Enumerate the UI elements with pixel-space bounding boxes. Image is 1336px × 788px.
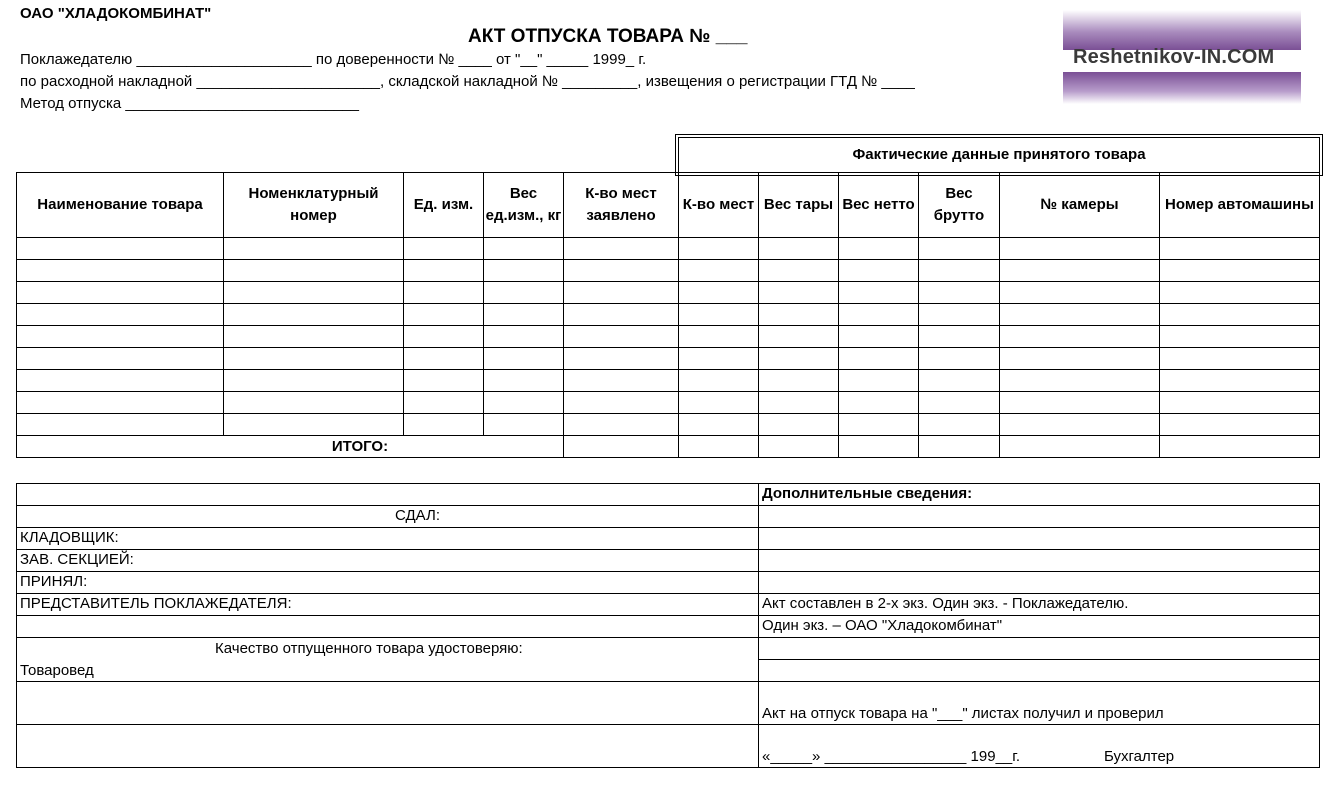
table-cell[interactable] xyxy=(679,414,759,436)
col-header: Вес ед.изм., кг xyxy=(484,173,564,238)
table-cell[interactable] xyxy=(224,392,404,414)
table-cell[interactable] xyxy=(484,414,564,436)
table-cell[interactable] xyxy=(1160,260,1320,282)
table-cell[interactable] xyxy=(759,414,839,436)
company-name: ОАО "ХЛАДОКОМБИНАТ" xyxy=(20,5,212,22)
col-header: Номенклатурный номер xyxy=(224,173,404,238)
table-cell[interactable] xyxy=(564,348,679,370)
date-line[interactable]: «_____» _________________ 199__г. xyxy=(762,748,1021,765)
table-cell[interactable] xyxy=(484,260,564,282)
table-cell[interactable] xyxy=(484,304,564,326)
table-row xyxy=(17,370,1320,392)
table-cell[interactable] xyxy=(1160,282,1320,304)
table-cell[interactable] xyxy=(404,326,484,348)
table-cell[interactable] xyxy=(919,436,1000,458)
left-cell xyxy=(17,725,759,768)
accountant-cell xyxy=(759,725,1320,768)
depositor-rep-label: ПРЕДСТАВИТЕЛЬ ПОКЛАЖЕДАТЕЛЯ: xyxy=(17,594,759,616)
table-cell[interactable] xyxy=(1160,436,1320,458)
table-cell[interactable] xyxy=(1000,282,1160,304)
table-cell[interactable] xyxy=(839,348,919,370)
table-cell[interactable] xyxy=(404,260,484,282)
logo-text: Reshetnikov-IN.COM xyxy=(1073,46,1275,68)
table-cell[interactable] xyxy=(839,436,919,458)
table-cell[interactable] xyxy=(404,370,484,392)
table-cell[interactable] xyxy=(919,348,1000,370)
storekeeper-label: КЛАДОВЩИК: xyxy=(17,528,759,550)
table-cell[interactable] xyxy=(1160,414,1320,436)
table-cell[interactable] xyxy=(679,304,759,326)
document-title: АКТ ОТПУСКА ТОВАРА № ___ xyxy=(468,26,748,47)
table-cell[interactable] xyxy=(839,414,919,436)
table-cell[interactable] xyxy=(839,326,919,348)
table-row xyxy=(17,326,1320,348)
handed-over-label: СДАЛ: xyxy=(17,506,759,528)
table-cell[interactable] xyxy=(679,436,759,458)
right-cell[interactable] xyxy=(759,572,1320,594)
table-cell[interactable] xyxy=(564,436,679,458)
table-cell[interactable] xyxy=(919,414,1000,436)
table-cell[interactable] xyxy=(404,304,484,326)
table-cell[interactable] xyxy=(1000,238,1160,260)
additional-info-title: Дополнительные сведения: xyxy=(759,484,1320,506)
col-header: Ед. изм. xyxy=(404,173,484,238)
table-cell[interactable] xyxy=(1000,260,1160,282)
right-cell[interactable] xyxy=(759,660,1320,682)
table-cell[interactable] xyxy=(759,392,839,414)
table-cell[interactable] xyxy=(1160,326,1320,348)
table-cell[interactable] xyxy=(404,282,484,304)
table-cell[interactable] xyxy=(484,392,564,414)
table-cell[interactable] xyxy=(1000,304,1160,326)
table-cell[interactable] xyxy=(17,282,224,304)
header-line-2: по расходной накладной ______________________, складской накладной № _________, извещения о регистрации ГТД № ____ xyxy=(20,73,915,90)
table-cell[interactable] xyxy=(839,238,919,260)
table-row xyxy=(17,282,1320,304)
col-header: Наименование товара xyxy=(17,173,224,238)
table-cell[interactable] xyxy=(17,348,224,370)
table-cell[interactable] xyxy=(484,282,564,304)
table-cell[interactable] xyxy=(839,370,919,392)
table-cell[interactable] xyxy=(1160,238,1320,260)
table-cell[interactable] xyxy=(839,304,919,326)
table-cell[interactable] xyxy=(484,370,564,392)
table-row xyxy=(17,304,1320,326)
signatures-table xyxy=(16,483,1320,768)
table-cell[interactable] xyxy=(839,392,919,414)
table-cell[interactable] xyxy=(224,348,404,370)
col-header: Вес нетто xyxy=(839,173,919,238)
table-cell[interactable] xyxy=(759,370,839,392)
col-header: Номер автомашины xyxy=(1160,173,1320,238)
table-cell[interactable] xyxy=(564,304,679,326)
table-cell[interactable] xyxy=(679,282,759,304)
table-cell[interactable] xyxy=(484,238,564,260)
table-row xyxy=(17,414,1320,436)
table-cell[interactable] xyxy=(679,370,759,392)
accountant-label: Бухгалтер xyxy=(1104,748,1175,765)
table-cell[interactable] xyxy=(564,260,679,282)
table-cell[interactable] xyxy=(759,436,839,458)
section-head-label: ЗАВ. СЕКЦИЕЙ: xyxy=(17,550,759,572)
goods-table xyxy=(16,172,1320,458)
table-cell[interactable] xyxy=(17,392,224,414)
table-cell[interactable] xyxy=(1000,348,1160,370)
table-cell[interactable] xyxy=(1000,370,1160,392)
merchandiser-label: Товаровед xyxy=(20,662,94,679)
table-row xyxy=(17,348,1320,370)
table-cell[interactable] xyxy=(564,370,679,392)
table-cell[interactable] xyxy=(17,370,224,392)
table-cell[interactable] xyxy=(1000,326,1160,348)
received-checked-note: Акт на отпуск товара на "___" листах получил и проверил xyxy=(759,682,1320,725)
table-row xyxy=(17,238,1320,260)
col-header: Вес тары xyxy=(759,173,839,238)
table-cell[interactable] xyxy=(224,238,404,260)
right-cell[interactable] xyxy=(759,506,1320,528)
table-cell[interactable] xyxy=(1160,370,1320,392)
table-cell[interactable] xyxy=(919,282,1000,304)
table-cell[interactable] xyxy=(919,260,1000,282)
table-cell[interactable] xyxy=(224,304,404,326)
table-cell[interactable] xyxy=(404,238,484,260)
table-cell[interactable] xyxy=(404,348,484,370)
header-line-1: Поклажедателю _____________________ по доверенности № ____ от "__" _____ 1999_ г. xyxy=(20,51,647,68)
table-cell[interactable] xyxy=(564,282,679,304)
received-label: ПРИНЯЛ: xyxy=(17,572,759,594)
table-cell[interactable] xyxy=(679,348,759,370)
table-cell[interactable] xyxy=(17,326,224,348)
left-cell xyxy=(17,616,759,638)
table-cell[interactable] xyxy=(759,326,839,348)
table-cell[interactable] xyxy=(17,260,224,282)
table-cell[interactable] xyxy=(759,304,839,326)
table-cell[interactable] xyxy=(1160,392,1320,414)
table-cell[interactable] xyxy=(484,348,564,370)
table-cell[interactable] xyxy=(759,282,839,304)
table-cell[interactable] xyxy=(839,260,919,282)
col-header: К-во мест заявлено xyxy=(564,173,679,238)
table-cell[interactable] xyxy=(564,392,679,414)
copies-note: Акт составлен в 2-х экз. Один экз. - Поклажедателю. xyxy=(759,594,1320,616)
table-cell[interactable] xyxy=(759,260,839,282)
col-header: К-во мест xyxy=(679,173,759,238)
col-header: № камеры xyxy=(1000,173,1160,238)
table-header-row xyxy=(17,173,1320,238)
table-cell[interactable] xyxy=(919,370,1000,392)
table-cell[interactable] xyxy=(679,260,759,282)
logo xyxy=(1063,10,1301,104)
table-cell[interactable] xyxy=(759,238,839,260)
table-cell[interactable] xyxy=(224,260,404,282)
table-cell[interactable] xyxy=(919,304,1000,326)
table-cell[interactable] xyxy=(759,348,839,370)
table-cell[interactable] xyxy=(919,392,1000,414)
copies-note-2: Один экз. – ОАО "Хладокомбинат" xyxy=(759,616,1320,638)
table-cell[interactable] xyxy=(224,326,404,348)
right-cell[interactable] xyxy=(759,528,1320,550)
table-cell[interactable] xyxy=(919,238,1000,260)
right-cell[interactable] xyxy=(759,638,1320,660)
table-cell[interactable] xyxy=(404,414,484,436)
table-cell[interactable] xyxy=(1160,348,1320,370)
table-cell[interactable] xyxy=(17,238,224,260)
header-line-3: Метод отпуска ____________________________ xyxy=(20,95,359,112)
table-row xyxy=(17,260,1320,282)
table-cell[interactable] xyxy=(564,326,679,348)
table-cell[interactable] xyxy=(679,392,759,414)
table-cell[interactable] xyxy=(679,238,759,260)
table-cell[interactable] xyxy=(839,282,919,304)
table-cell[interactable] xyxy=(1000,436,1160,458)
table-cell[interactable] xyxy=(679,326,759,348)
table-cell[interactable] xyxy=(17,414,224,436)
table-cell[interactable] xyxy=(224,282,404,304)
table-cell[interactable] xyxy=(224,370,404,392)
table-row xyxy=(17,392,1320,414)
table-cell[interactable] xyxy=(1160,304,1320,326)
left-cell xyxy=(17,682,759,725)
group-header-label: Фактические данные принятого товара xyxy=(852,146,1146,163)
table-cell[interactable] xyxy=(404,392,484,414)
table-cell[interactable] xyxy=(484,326,564,348)
col-header: Вес брутто xyxy=(919,173,1000,238)
total-row xyxy=(17,436,1320,458)
right-cell[interactable] xyxy=(759,550,1320,572)
table-cell[interactable] xyxy=(564,414,679,436)
quality-label: Качество отпущенного товара удостоверяю: xyxy=(215,640,523,657)
table-cell[interactable] xyxy=(224,414,404,436)
table-cell[interactable] xyxy=(17,304,224,326)
table-cell[interactable] xyxy=(1000,392,1160,414)
group-header-box xyxy=(678,137,1320,173)
table-cell[interactable] xyxy=(919,326,1000,348)
table-cell[interactable] xyxy=(1000,414,1160,436)
table-cell[interactable] xyxy=(564,238,679,260)
left-cell xyxy=(17,484,759,506)
total-label: ИТОГО: xyxy=(17,436,564,458)
quality-cell xyxy=(17,638,759,682)
